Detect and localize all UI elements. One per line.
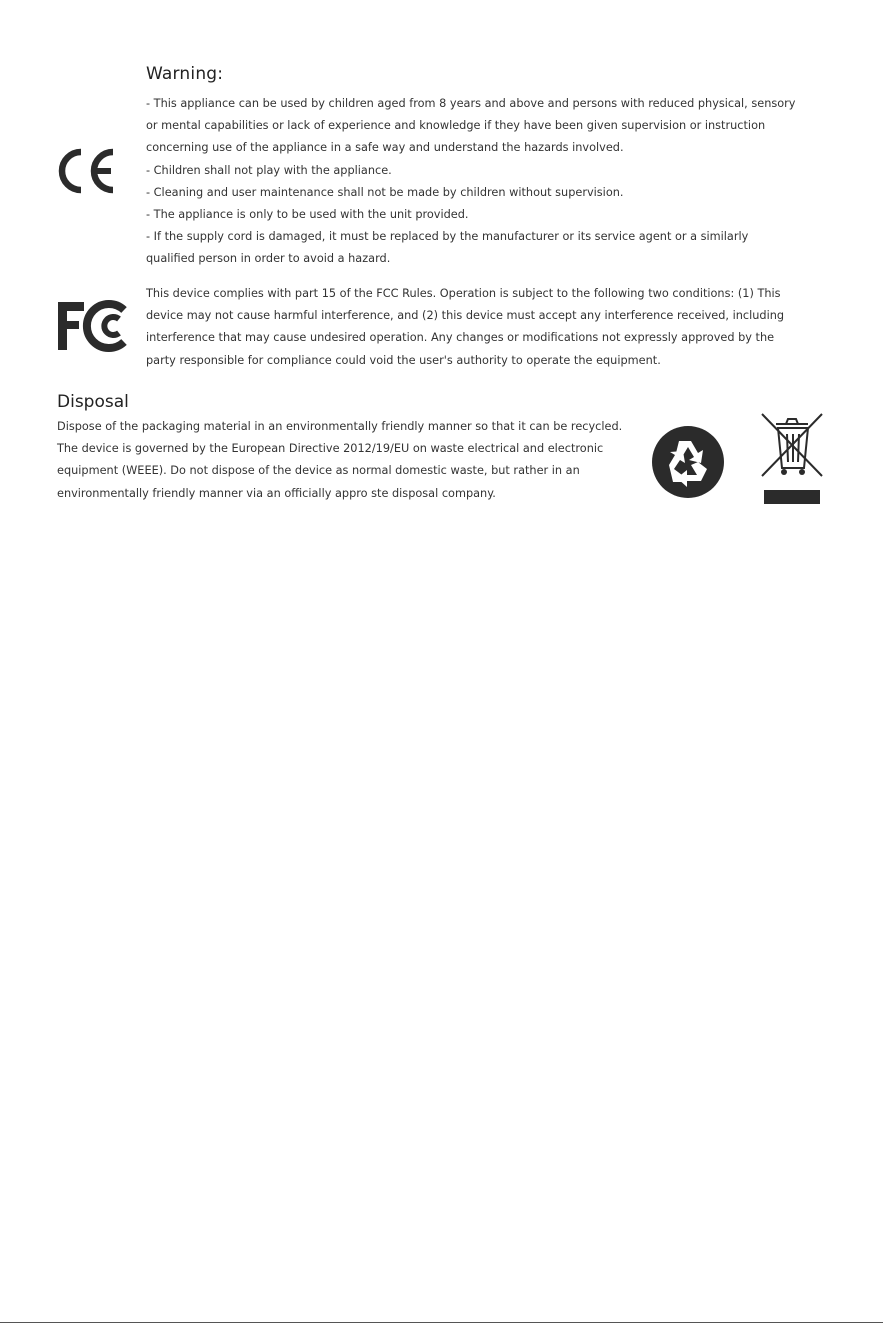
fcc-line: party responsible for compliance could void the user's authority to operate the equipment. bbox=[146, 353, 661, 367]
disposal-line: The device is governed by the European Directive 2012/19/EU on waste electrical and electronic bbox=[57, 442, 604, 456]
crossed-out-wheelie-bin-icon bbox=[758, 410, 826, 506]
warning-title: Warning: bbox=[146, 64, 224, 84]
warning-line: - The appliance is only to be used with the unit provided. bbox=[146, 208, 469, 222]
recycle-icon bbox=[651, 425, 725, 499]
disposal-title: Disposal bbox=[57, 392, 129, 412]
warning-line: - This appliance can be used by children aged from 8 years and above and persons with reduced physical, sensory bbox=[146, 97, 796, 110]
warning-text bbox=[146, 93, 836, 271]
ce-mark-icon bbox=[54, 146, 118, 196]
warning-line: concerning use of the appliance in a safe way and understand the hazards involved. bbox=[146, 141, 624, 155]
disposal-line: equipment (WEEE). Do not dispose of the device as normal domestic waste, but rather in an bbox=[57, 464, 580, 478]
warning-line: - If the supply cord is damaged, it must be replaced by the manufacturer or its service agent or a similarly bbox=[146, 230, 749, 244]
warning-line: - Cleaning and user maintenance shall not be made by children without supervision. bbox=[146, 185, 624, 199]
fcc-line: device may not cause harmful interference, and (2) this device must accept any interference received, including bbox=[146, 309, 785, 323]
warning-line: qualified person in order to avoid a hazard. bbox=[146, 252, 391, 266]
warning-line: - Children shall not play with the appliance. bbox=[146, 163, 392, 177]
disposal-text bbox=[57, 416, 657, 505]
fcc-line: This device complies with part 15 of the FCC Rules. Operation is subject to the following two conditions: (1) This bbox=[146, 287, 781, 300]
disposal-line: Dispose of the packaging material in an environmentally friendly manner so that it can be recycled. bbox=[57, 420, 623, 433]
footer-rule bbox=[0, 1322, 883, 1323]
fcc-line: interference that may cause undesired operation. Any changes or modifications not expressly approved by the bbox=[146, 331, 775, 345]
warning-line: or mental capabilities or lack of experience and knowledge if they have been given supervision or instruction bbox=[146, 119, 766, 133]
disposal-line: environmentally friendly manner via an officially appro ste disposal company. bbox=[57, 486, 496, 500]
fcc-logo-icon bbox=[56, 300, 130, 352]
fcc-statement bbox=[146, 283, 836, 372]
